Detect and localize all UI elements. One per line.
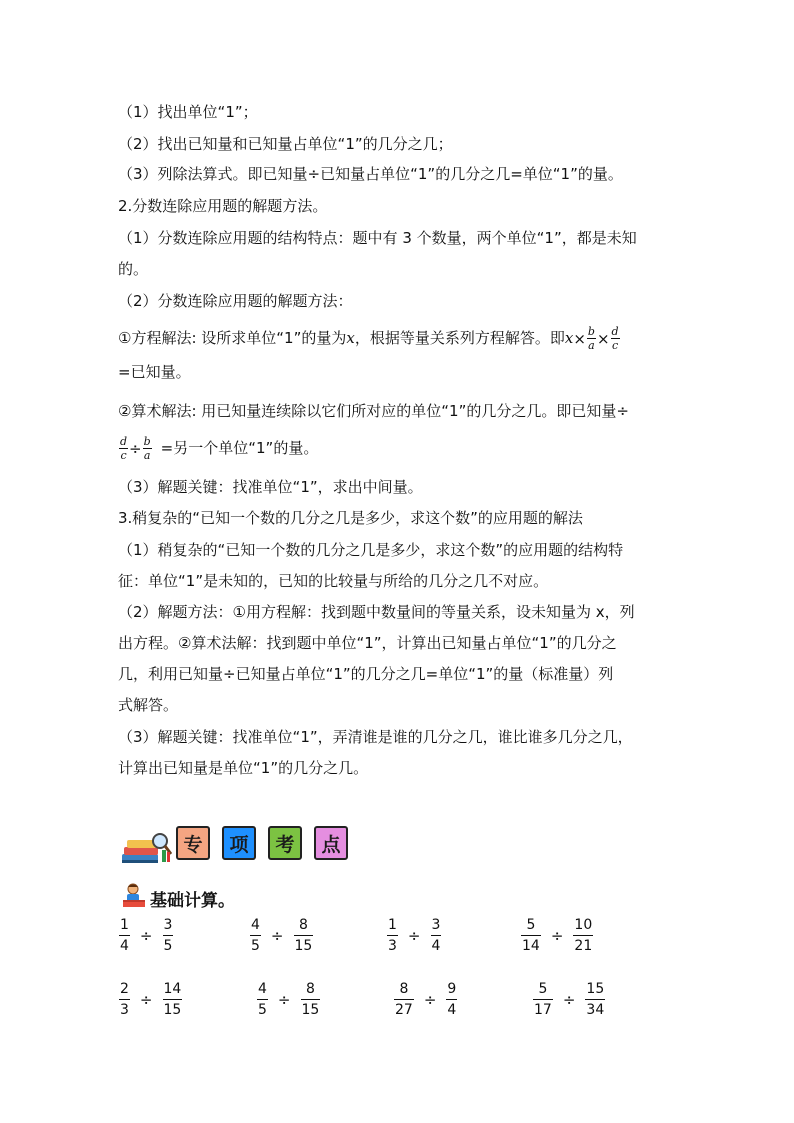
denominator: 17 xyxy=(533,999,553,1017)
fraction xyxy=(163,982,183,1017)
divide-sign: ÷ xyxy=(139,926,153,945)
numerator: d xyxy=(611,325,619,338)
division-problem xyxy=(118,918,174,953)
section-heading: 3.稍复杂的“已知一个数的几分之几是多少，求这个数”的应用题的解法 xyxy=(118,509,583,527)
text-line: 出方程。②算术法解：找到题中单位“1”，计算出已知量占单位“1”的几分之 xyxy=(118,634,617,652)
fraction-b-over-a xyxy=(587,325,596,352)
divide-sign: ÷ xyxy=(277,990,291,1009)
division-problem xyxy=(532,982,606,1017)
equation-text: =另一个单位“1”的量。 xyxy=(160,439,319,457)
denominator: 14 xyxy=(521,935,541,953)
text-line: 几，利用已知量÷已知量占单位“1”的几分之几=单位“1”的量（标准量）列 xyxy=(118,665,614,683)
text-line: （3）解题关键：找准单位“1”，弄清谁是谁的几分之几，谁比谁多几分之几， xyxy=(118,728,633,746)
denominator: 15 xyxy=(294,935,314,953)
text-line: （2）找出已知量和已知量占单位“1”的几分之几； xyxy=(118,135,453,153)
numerator: 8 xyxy=(305,981,315,997)
numerator: b xyxy=(587,325,595,338)
numerator: d xyxy=(120,435,128,448)
denominator: 21 xyxy=(573,935,593,953)
fraction xyxy=(257,982,268,1017)
numerator: 3 xyxy=(163,917,173,933)
equation-text: ①方程解法: 设所求单位“1”的量为 xyxy=(118,329,347,347)
banner-tile: 考 xyxy=(268,826,302,860)
text-line: （1）找出单位“1”； xyxy=(118,103,258,121)
denominator: 34 xyxy=(585,999,605,1017)
numerator: 14 xyxy=(163,981,182,997)
fraction-b-over-a xyxy=(143,435,152,462)
variable-x: x xyxy=(564,329,574,347)
text-line: （3）解题关键：找准单位“1”，求出中间量。 xyxy=(118,478,423,496)
denominator: c xyxy=(611,339,619,352)
division-problem xyxy=(386,918,442,953)
reading-child-icon xyxy=(120,882,150,910)
numerator: b xyxy=(143,435,151,448)
division-problem xyxy=(393,982,458,1017)
fraction xyxy=(294,918,314,953)
equation-line xyxy=(118,322,621,354)
denominator: 3 xyxy=(387,935,398,953)
divide-sign: ÷ xyxy=(423,990,437,1009)
fraction xyxy=(394,982,414,1017)
numerator: 8 xyxy=(298,917,308,933)
fraction xyxy=(250,918,261,953)
fraction xyxy=(573,918,593,953)
denominator: 4 xyxy=(446,999,457,1017)
denominator: a xyxy=(588,339,595,352)
section-heading: 2.分数连除应用题的解题方法。 xyxy=(118,197,328,215)
denominator: 15 xyxy=(163,999,183,1017)
divide-sign: ÷ xyxy=(270,926,284,945)
denominator: c xyxy=(120,449,127,462)
text-line: （3）列除法算式。即已知量÷已知量占单位“1”的几分之几=单位“1”的量。 xyxy=(118,165,623,183)
denominator: 5 xyxy=(250,935,261,953)
denominator: 5 xyxy=(163,935,174,953)
numerator: 8 xyxy=(399,981,409,997)
numerator: 5 xyxy=(526,917,536,933)
denominator: 27 xyxy=(394,999,414,1017)
equation-text-2: ，根据等量关系列方程解答。即 xyxy=(354,329,565,347)
numerator: 4 xyxy=(251,917,260,933)
times-sign: × xyxy=(596,329,610,348)
denominator: a xyxy=(143,449,151,462)
fraction xyxy=(446,982,457,1017)
divide-sign: ÷ xyxy=(550,926,564,945)
denominator: 15 xyxy=(301,999,321,1017)
division-problem xyxy=(520,918,594,953)
fraction xyxy=(521,918,541,953)
text-line: ②算术解法: 用已知量连续除以它们所对应的单位“1”的几分之几。即已知量÷ xyxy=(118,402,629,420)
numerator: 1 xyxy=(120,917,129,933)
numerator: 10 xyxy=(574,917,593,933)
text-line: 式解答。 xyxy=(118,696,179,714)
division-problem xyxy=(256,982,321,1017)
fraction-d-over-c xyxy=(119,435,128,462)
equation-line xyxy=(118,432,318,464)
fraction-d-over-c xyxy=(611,325,620,352)
fraction xyxy=(387,918,398,953)
banner-tile: 点 xyxy=(314,826,348,860)
text-line: 的。 xyxy=(118,260,149,278)
fraction xyxy=(533,982,553,1017)
numerator: 15 xyxy=(586,981,605,997)
text-line: （1）稍复杂的“已知一个数的几分之几是多少，求这个数”的应用题的结构特 xyxy=(118,541,624,559)
numerator: 4 xyxy=(258,981,267,997)
times-sign: × xyxy=(573,329,586,348)
numerator: 1 xyxy=(388,917,397,933)
fraction xyxy=(119,982,130,1017)
divide-sign: ÷ xyxy=(407,926,421,945)
fraction xyxy=(163,918,174,953)
denominator: 5 xyxy=(257,999,268,1017)
numerator: 2 xyxy=(120,981,129,997)
fraction xyxy=(119,918,130,953)
text-line: （1）分数连除应用题的结构特点：题中有 3 个数量，两个单位“1”，都是未知 xyxy=(118,229,637,247)
fraction xyxy=(301,982,321,1017)
denominator: 3 xyxy=(119,999,130,1017)
text-line: =已知量。 xyxy=(118,363,191,381)
text-line: （2）解题方法：①用方程解：找到题中数量间的等量关系，设未知量为 x，列 xyxy=(118,603,635,621)
numerator: 9 xyxy=(447,981,457,997)
divide-sign: ÷ xyxy=(139,990,153,1009)
text-line: （2）分数连除应用题的解题方法： xyxy=(118,292,353,310)
banner-tile: 专 xyxy=(176,826,210,860)
numerator: 5 xyxy=(538,981,548,997)
divide-sign: ÷ xyxy=(562,990,576,1009)
division-problem xyxy=(118,982,183,1017)
numerator: 3 xyxy=(431,917,441,933)
division-problem xyxy=(249,918,314,953)
variable-x: x xyxy=(346,329,355,347)
denominator: 4 xyxy=(431,935,442,953)
section-title: 基础计算。 xyxy=(150,891,235,911)
fraction xyxy=(431,918,442,953)
fraction xyxy=(585,982,605,1017)
text-line: 计算出已知量是单位“1”的几分之几。 xyxy=(118,759,369,777)
text-line: 征：单位“1”是未知的，已知的比较量与所给的几分之几不对应。 xyxy=(118,572,549,590)
books-magnifier-icon xyxy=(120,830,172,866)
denominator: 4 xyxy=(119,935,130,953)
banner-tile: 项 xyxy=(222,826,256,860)
divide-sign: ÷ xyxy=(129,439,142,458)
